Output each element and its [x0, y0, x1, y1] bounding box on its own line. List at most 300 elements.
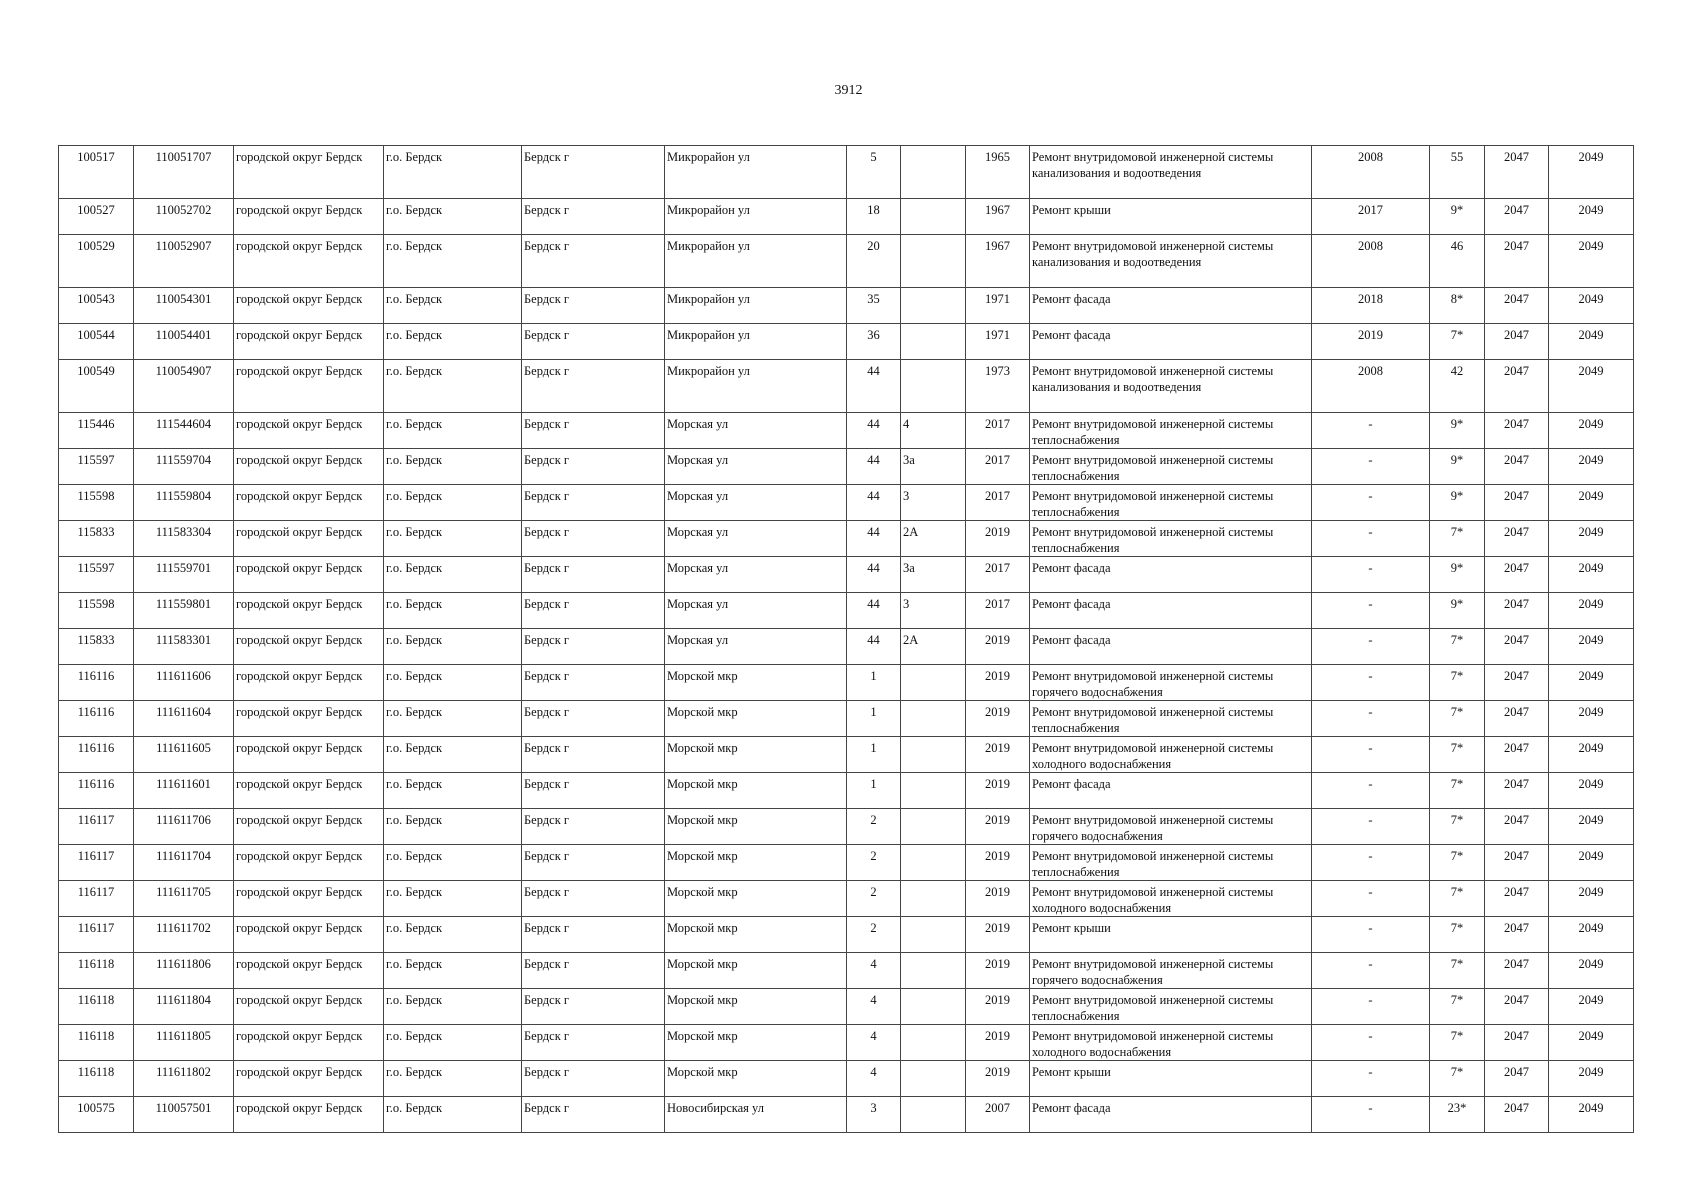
cell-build-year: 2007	[966, 1097, 1030, 1133]
cell-settlement: г.о. Бердск	[384, 485, 522, 521]
cell-work-type: Ремонт внутридомовой инженерной системы холодного водоснабжения	[1030, 1025, 1312, 1061]
cell-record-id: 100517	[59, 146, 134, 199]
cell-start-year: 2047	[1485, 809, 1549, 845]
cell-build-year: 2017	[966, 593, 1030, 629]
cell-work-type: Ремонт внутридомовой инженерной системы теплоснабжения	[1030, 989, 1312, 1025]
cell-build-year: 2019	[966, 521, 1030, 557]
cell-street: Морской мкр	[665, 773, 847, 809]
cell-work-type: Ремонт крыши	[1030, 199, 1312, 235]
cell-object-code: 111611805	[134, 1025, 234, 1061]
cell-locality: Бердск г	[522, 1061, 665, 1097]
cell-house-number: 2	[847, 917, 901, 953]
cell-settlement: г.о. Бердск	[384, 1097, 522, 1133]
cell-object-code: 111611605	[134, 737, 234, 773]
cell-last-repair-year: 2019	[1312, 324, 1430, 360]
cell-object-code: 110054907	[134, 360, 234, 413]
cell-locality: Бердск г	[522, 917, 665, 953]
cell-record-id: 116117	[59, 881, 134, 917]
cell-last-repair-year: -	[1312, 485, 1430, 521]
cell-start-year: 2047	[1485, 485, 1549, 521]
cell-locality: Бердск г	[522, 146, 665, 199]
cell-record-id: 116117	[59, 809, 134, 845]
cell-municipality: городской округ Бердск	[234, 521, 384, 557]
cell-end-year: 2049	[1549, 521, 1634, 557]
cell-wear-value: 9*	[1430, 557, 1485, 593]
cell-end-year: 2049	[1549, 701, 1634, 737]
cell-start-year: 2047	[1485, 288, 1549, 324]
table-row	[59, 360, 1634, 413]
cell-street: Морской мкр	[665, 917, 847, 953]
cell-street: Морская ул	[665, 593, 847, 629]
cell-build-year: 1967	[966, 235, 1030, 288]
page-number: 3912	[834, 83, 863, 98]
table-row	[59, 235, 1634, 288]
cell-build-year: 2019	[966, 629, 1030, 665]
cell-record-id: 115597	[59, 557, 134, 593]
cell-record-id: 116116	[59, 773, 134, 809]
cell-work-type: Ремонт внутридомовой инженерной системы теплоснабжения	[1030, 521, 1312, 557]
cell-start-year: 2047	[1485, 845, 1549, 881]
cell-street: Морская ул	[665, 629, 847, 665]
cell-building	[901, 360, 966, 413]
cell-end-year: 2049	[1549, 917, 1634, 953]
cell-record-id: 100544	[59, 324, 134, 360]
cell-building	[901, 235, 966, 288]
cell-last-repair-year: -	[1312, 737, 1430, 773]
cell-house-number: 44	[847, 485, 901, 521]
cell-last-repair-year: 2018	[1312, 288, 1430, 324]
cell-last-repair-year: -	[1312, 1061, 1430, 1097]
cell-record-id: 116118	[59, 953, 134, 989]
cell-settlement: г.о. Бердск	[384, 809, 522, 845]
cell-last-repair-year: 2008	[1312, 146, 1430, 199]
cell-work-type: Ремонт внутридомовой инженерной системы теплоснабжения	[1030, 485, 1312, 521]
cell-start-year: 2047	[1485, 881, 1549, 917]
cell-building	[901, 701, 966, 737]
cell-building	[901, 917, 966, 953]
cell-last-repair-year: -	[1312, 449, 1430, 485]
cell-last-repair-year: -	[1312, 917, 1430, 953]
cell-record-id: 116118	[59, 1061, 134, 1097]
cell-build-year: 2019	[966, 1061, 1030, 1097]
cell-object-code: 110052907	[134, 235, 234, 288]
cell-end-year: 2049	[1549, 360, 1634, 413]
cell-build-year: 1967	[966, 199, 1030, 235]
cell-municipality: городской округ Бердск	[234, 737, 384, 773]
cell-building	[901, 1097, 966, 1133]
cell-object-code: 111611706	[134, 809, 234, 845]
cell-municipality: городской округ Бердск	[234, 917, 384, 953]
cell-locality: Бердск г	[522, 593, 665, 629]
cell-settlement: г.о. Бердск	[384, 773, 522, 809]
cell-municipality: городской округ Бердск	[234, 953, 384, 989]
cell-locality: Бердск г	[522, 665, 665, 701]
cell-building	[901, 146, 966, 199]
cell-end-year: 2049	[1549, 881, 1634, 917]
cell-wear-value: 7*	[1430, 737, 1485, 773]
cell-build-year: 2019	[966, 1025, 1030, 1061]
cell-house-number: 1	[847, 737, 901, 773]
cell-start-year: 2047	[1485, 557, 1549, 593]
table-row	[59, 701, 1634, 737]
cell-municipality: городской округ Бердск	[234, 845, 384, 881]
cell-street: Микрорайон ул	[665, 324, 847, 360]
cell-house-number: 4	[847, 1025, 901, 1061]
cell-municipality: городской округ Бердск	[234, 324, 384, 360]
cell-settlement: г.о. Бердск	[384, 593, 522, 629]
cell-settlement: г.о. Бердск	[384, 737, 522, 773]
cell-municipality: городской округ Бердск	[234, 557, 384, 593]
cell-municipality: городской округ Бердск	[234, 1061, 384, 1097]
cell-street: Морской мкр	[665, 701, 847, 737]
table-row	[59, 146, 1634, 199]
cell-building	[901, 953, 966, 989]
cell-locality: Бердск г	[522, 737, 665, 773]
cell-start-year: 2047	[1485, 521, 1549, 557]
cell-municipality: городской округ Бердск	[234, 413, 384, 449]
cell-object-code: 110051707	[134, 146, 234, 199]
cell-build-year: 2019	[966, 953, 1030, 989]
cell-object-code: 111611804	[134, 989, 234, 1025]
cell-building	[901, 324, 966, 360]
cell-street: Морской мкр	[665, 881, 847, 917]
cell-record-id: 115598	[59, 593, 134, 629]
cell-house-number: 44	[847, 593, 901, 629]
cell-end-year: 2049	[1549, 1097, 1634, 1133]
cell-start-year: 2047	[1485, 989, 1549, 1025]
table-row	[59, 845, 1634, 881]
cell-start-year: 2047	[1485, 665, 1549, 701]
cell-locality: Бердск г	[522, 1025, 665, 1061]
cell-municipality: городской округ Бердск	[234, 199, 384, 235]
cell-record-id: 115833	[59, 629, 134, 665]
cell-settlement: г.о. Бердск	[384, 360, 522, 413]
cell-end-year: 2049	[1549, 629, 1634, 665]
cell-build-year: 2017	[966, 449, 1030, 485]
cell-work-type: Ремонт фасада	[1030, 629, 1312, 665]
cell-last-repair-year: -	[1312, 989, 1430, 1025]
cell-settlement: г.о. Бердск	[384, 146, 522, 199]
cell-work-type: Ремонт внутридомовой инженерной системы горячего водоснабжения	[1030, 665, 1312, 701]
cell-settlement: г.о. Бердск	[384, 701, 522, 737]
registry-table	[58, 145, 1634, 1133]
cell-record-id: 116116	[59, 737, 134, 773]
cell-wear-value: 9*	[1430, 593, 1485, 629]
cell-house-number: 44	[847, 629, 901, 665]
cell-work-type: Ремонт внутридомовой инженерной системы горячего водоснабжения	[1030, 809, 1312, 845]
cell-record-id: 115598	[59, 485, 134, 521]
cell-street: Морской мкр	[665, 989, 847, 1025]
cell-wear-value: 9*	[1430, 413, 1485, 449]
cell-wear-value: 7*	[1430, 953, 1485, 989]
cell-wear-value: 7*	[1430, 1061, 1485, 1097]
cell-building: 3а	[901, 557, 966, 593]
cell-end-year: 2049	[1549, 773, 1634, 809]
cell-last-repair-year: -	[1312, 557, 1430, 593]
cell-wear-value: 9*	[1430, 199, 1485, 235]
cell-locality: Бердск г	[522, 809, 665, 845]
cell-build-year: 1973	[966, 360, 1030, 413]
cell-start-year: 2047	[1485, 1097, 1549, 1133]
cell-work-type: Ремонт внутридомовой инженерной системы теплоснабжения	[1030, 845, 1312, 881]
cell-last-repair-year: -	[1312, 809, 1430, 845]
cell-end-year: 2049	[1549, 199, 1634, 235]
cell-record-id: 100543	[59, 288, 134, 324]
cell-street: Морской мкр	[665, 665, 847, 701]
cell-building: 3а	[901, 449, 966, 485]
cell-build-year: 2017	[966, 557, 1030, 593]
cell-work-type: Ремонт внутридомовой инженерной системы теплоснабжения	[1030, 701, 1312, 737]
table-row	[59, 809, 1634, 845]
cell-street: Морской мкр	[665, 845, 847, 881]
cell-work-type: Ремонт внутридомовой инженерной системы канализования и водоотведения	[1030, 235, 1312, 288]
cell-build-year: 2017	[966, 485, 1030, 521]
cell-municipality: городской округ Бердск	[234, 288, 384, 324]
cell-start-year: 2047	[1485, 701, 1549, 737]
cell-street: Микрорайон ул	[665, 235, 847, 288]
cell-street: Микрорайон ул	[665, 199, 847, 235]
cell-work-type: Ремонт внутридомовой инженерной системы горячего водоснабжения	[1030, 953, 1312, 989]
cell-object-code: 111611601	[134, 773, 234, 809]
cell-end-year: 2049	[1549, 809, 1634, 845]
table-row	[59, 288, 1634, 324]
cell-municipality: городской округ Бердск	[234, 146, 384, 199]
cell-house-number: 4	[847, 953, 901, 989]
cell-locality: Бердск г	[522, 1097, 665, 1133]
cell-settlement: г.о. Бердск	[384, 1061, 522, 1097]
cell-settlement: г.о. Бердск	[384, 557, 522, 593]
cell-municipality: городской округ Бердск	[234, 989, 384, 1025]
cell-end-year: 2049	[1549, 449, 1634, 485]
cell-start-year: 2047	[1485, 146, 1549, 199]
cell-wear-value: 42	[1430, 360, 1485, 413]
cell-locality: Бердск г	[522, 701, 665, 737]
cell-locality: Бердск г	[522, 485, 665, 521]
cell-end-year: 2049	[1549, 146, 1634, 199]
cell-building	[901, 737, 966, 773]
cell-object-code: 111559804	[134, 485, 234, 521]
cell-municipality: городской округ Бердск	[234, 485, 384, 521]
cell-object-code: 111559704	[134, 449, 234, 485]
cell-last-repair-year: -	[1312, 881, 1430, 917]
cell-locality: Бердск г	[522, 199, 665, 235]
cell-street: Морской мкр	[665, 1025, 847, 1061]
cell-street: Морская ул	[665, 449, 847, 485]
cell-wear-value: 55	[1430, 146, 1485, 199]
cell-build-year: 2019	[966, 773, 1030, 809]
cell-build-year: 2019	[966, 701, 1030, 737]
cell-object-code: 111559701	[134, 557, 234, 593]
cell-street: Морской мкр	[665, 737, 847, 773]
cell-end-year: 2049	[1549, 288, 1634, 324]
cell-locality: Бердск г	[522, 557, 665, 593]
cell-end-year: 2049	[1549, 235, 1634, 288]
cell-build-year: 2019	[966, 809, 1030, 845]
cell-municipality: городской округ Бердск	[234, 773, 384, 809]
cell-house-number: 3	[847, 1097, 901, 1133]
table-row	[59, 1025, 1634, 1061]
cell-record-id: 116116	[59, 665, 134, 701]
cell-building	[901, 809, 966, 845]
cell-object-code: 111611705	[134, 881, 234, 917]
cell-last-repair-year: -	[1312, 593, 1430, 629]
cell-locality: Бердск г	[522, 881, 665, 917]
table-row	[59, 773, 1634, 809]
cell-municipality: городской округ Бердск	[234, 235, 384, 288]
cell-work-type: Ремонт внутридомовой инженерной системы холодного водоснабжения	[1030, 881, 1312, 917]
cell-work-type: Ремонт крыши	[1030, 1061, 1312, 1097]
cell-end-year: 2049	[1549, 485, 1634, 521]
cell-settlement: г.о. Бердск	[384, 665, 522, 701]
cell-locality: Бердск г	[522, 773, 665, 809]
cell-record-id: 116117	[59, 845, 134, 881]
cell-municipality: городской округ Бердск	[234, 881, 384, 917]
cell-last-repair-year: -	[1312, 521, 1430, 557]
cell-house-number: 2	[847, 881, 901, 917]
cell-settlement: г.о. Бердск	[384, 845, 522, 881]
cell-settlement: г.о. Бердск	[384, 199, 522, 235]
cell-locality: Бердск г	[522, 989, 665, 1025]
cell-house-number: 35	[847, 288, 901, 324]
cell-building: 3	[901, 593, 966, 629]
cell-wear-value: 46	[1430, 235, 1485, 288]
cell-locality: Бердск г	[522, 235, 665, 288]
cell-building	[901, 989, 966, 1025]
cell-last-repair-year: -	[1312, 953, 1430, 989]
cell-object-code: 111611802	[134, 1061, 234, 1097]
cell-start-year: 2047	[1485, 413, 1549, 449]
table-row	[59, 989, 1634, 1025]
cell-start-year: 2047	[1485, 737, 1549, 773]
cell-end-year: 2049	[1549, 593, 1634, 629]
cell-start-year: 2047	[1485, 449, 1549, 485]
cell-record-id: 115597	[59, 449, 134, 485]
registry-table-body	[59, 146, 1634, 1133]
cell-building	[901, 845, 966, 881]
table-row	[59, 199, 1634, 235]
cell-street: Морской мкр	[665, 953, 847, 989]
cell-municipality: городской округ Бердск	[234, 701, 384, 737]
cell-house-number: 1	[847, 773, 901, 809]
table-row	[59, 953, 1634, 989]
cell-street: Морская ул	[665, 413, 847, 449]
cell-municipality: городской округ Бердск	[234, 360, 384, 413]
cell-municipality: городской округ Бердск	[234, 665, 384, 701]
cell-end-year: 2049	[1549, 1025, 1634, 1061]
cell-wear-value: 7*	[1430, 324, 1485, 360]
cell-wear-value: 7*	[1430, 809, 1485, 845]
cell-last-repair-year: 2008	[1312, 360, 1430, 413]
cell-record-id: 100527	[59, 199, 134, 235]
cell-settlement: г.о. Бердск	[384, 413, 522, 449]
cell-end-year: 2049	[1549, 989, 1634, 1025]
table-row	[59, 1061, 1634, 1097]
cell-work-type: Ремонт фасада	[1030, 1097, 1312, 1133]
cell-locality: Бердск г	[522, 413, 665, 449]
cell-end-year: 2049	[1549, 953, 1634, 989]
cell-start-year: 2047	[1485, 1061, 1549, 1097]
cell-object-code: 111611806	[134, 953, 234, 989]
cell-record-id: 115833	[59, 521, 134, 557]
cell-last-repair-year: -	[1312, 1097, 1430, 1133]
cell-object-code: 111611606	[134, 665, 234, 701]
cell-start-year: 2047	[1485, 917, 1549, 953]
cell-last-repair-year: -	[1312, 773, 1430, 809]
cell-record-id: 116116	[59, 701, 134, 737]
cell-end-year: 2049	[1549, 1061, 1634, 1097]
cell-street: Микрорайон ул	[665, 146, 847, 199]
cell-build-year: 2019	[966, 845, 1030, 881]
cell-record-id: 116117	[59, 917, 134, 953]
cell-house-number: 36	[847, 324, 901, 360]
cell-record-id: 116118	[59, 989, 134, 1025]
cell-street: Морской мкр	[665, 809, 847, 845]
table-row	[59, 881, 1634, 917]
cell-record-id: 115446	[59, 413, 134, 449]
cell-settlement: г.о. Бердск	[384, 1025, 522, 1061]
cell-street: Морская ул	[665, 557, 847, 593]
cell-settlement: г.о. Бердск	[384, 288, 522, 324]
cell-house-number: 5	[847, 146, 901, 199]
cell-object-code: 111611604	[134, 701, 234, 737]
cell-start-year: 2047	[1485, 953, 1549, 989]
cell-last-repair-year: 2017	[1312, 199, 1430, 235]
cell-start-year: 2047	[1485, 593, 1549, 629]
table-row	[59, 485, 1634, 521]
cell-object-code: 111611704	[134, 845, 234, 881]
cell-house-number: 20	[847, 235, 901, 288]
cell-locality: Бердск г	[522, 845, 665, 881]
cell-object-code: 110054301	[134, 288, 234, 324]
cell-end-year: 2049	[1549, 557, 1634, 593]
cell-house-number: 1	[847, 701, 901, 737]
table-row	[59, 324, 1634, 360]
cell-end-year: 2049	[1549, 665, 1634, 701]
cell-wear-value: 9*	[1430, 449, 1485, 485]
cell-last-repair-year: -	[1312, 701, 1430, 737]
cell-work-type: Ремонт крыши	[1030, 917, 1312, 953]
cell-wear-value: 8*	[1430, 288, 1485, 324]
cell-building: 3	[901, 485, 966, 521]
cell-start-year: 2047	[1485, 199, 1549, 235]
cell-object-code: 111611702	[134, 917, 234, 953]
cell-object-code: 110054401	[134, 324, 234, 360]
cell-wear-value: 7*	[1430, 881, 1485, 917]
cell-wear-value: 7*	[1430, 521, 1485, 557]
cell-last-repair-year: -	[1312, 629, 1430, 665]
cell-wear-value: 7*	[1430, 773, 1485, 809]
cell-street: Морской мкр	[665, 1061, 847, 1097]
cell-wear-value: 23*	[1430, 1097, 1485, 1133]
table-row	[59, 413, 1634, 449]
cell-build-year: 2019	[966, 989, 1030, 1025]
cell-house-number: 4	[847, 1061, 901, 1097]
cell-settlement: г.о. Бердск	[384, 521, 522, 557]
cell-wear-value: 7*	[1430, 701, 1485, 737]
cell-record-id: 100549	[59, 360, 134, 413]
cell-municipality: городской округ Бердск	[234, 809, 384, 845]
cell-house-number: 44	[847, 413, 901, 449]
cell-work-type: Ремонт внутридомовой инженерной системы теплоснабжения	[1030, 413, 1312, 449]
cell-start-year: 2047	[1485, 1025, 1549, 1061]
cell-start-year: 2047	[1485, 235, 1549, 288]
cell-locality: Бердск г	[522, 324, 665, 360]
cell-build-year: 2019	[966, 737, 1030, 773]
cell-last-repair-year: 2008	[1312, 235, 1430, 288]
cell-object-code: 111583301	[134, 629, 234, 665]
cell-settlement: г.о. Бердск	[384, 449, 522, 485]
cell-end-year: 2049	[1549, 737, 1634, 773]
